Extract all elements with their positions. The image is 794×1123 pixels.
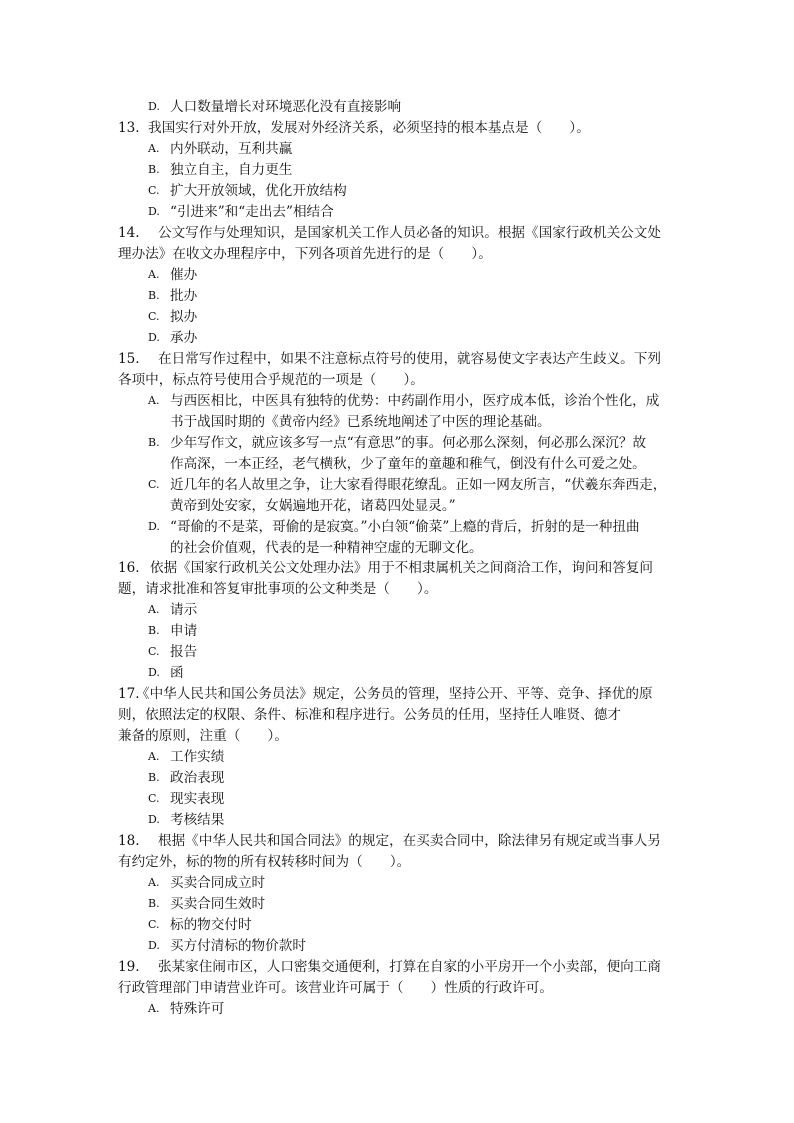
option-label: B.	[148, 289, 160, 302]
option-text: 拟办	[170, 309, 198, 325]
question-text: 兼备的原则，注重（ ）。	[118, 728, 288, 744]
option-label: A.	[148, 268, 160, 281]
option-label: C.	[148, 478, 160, 491]
option-label: A.	[148, 142, 160, 155]
option-label: D.	[148, 939, 160, 952]
option-text: 报告	[170, 644, 198, 660]
option-label: B.	[148, 436, 160, 449]
option-text: 买卖合同生效时	[170, 896, 266, 912]
option-label: A.	[148, 603, 160, 616]
question-number: 19.	[118, 959, 140, 975]
option-label: C.	[148, 645, 160, 658]
question-number: 18.	[118, 833, 140, 849]
option-label: D.	[148, 666, 160, 679]
option-text: 标的物交付时	[170, 917, 252, 933]
question-number: 16.	[118, 560, 140, 576]
option-text: 买方付清标的物价款时	[170, 938, 306, 954]
option-text: 与西医相比，中医具有独特的优势：中药副作用小，医疗成本低，诊治个性化，成	[170, 393, 660, 409]
option-label: A.	[148, 394, 160, 407]
question-text: 各项中，标点符号使用合乎规范的一项是（ ）。	[118, 372, 424, 388]
option-label: C.	[148, 918, 160, 931]
question-text: 根据《中华人民共和国合同法》的规定，在买卖合同中，除法律另有规定或当事人另	[158, 833, 661, 849]
option-text: 人口数量增长对环境恶化没有直接影响	[170, 99, 402, 115]
option-text: 作高深，一本正经，老气横秋，少了童年的童趣和稚气，倒没有什么可爱之处。	[170, 456, 646, 472]
option-label: B.	[148, 163, 160, 176]
option-text: 函	[170, 665, 184, 681]
option-label: C.	[148, 184, 160, 197]
option-text: 书于战国时期的《黄帝内经》已系统地阐述了中医的理论基础。	[170, 414, 551, 430]
option-text: 少年写作文，就应该多写一点“有意思”的事。何必那么深刻，何必那么深沉？故	[170, 435, 647, 451]
option-label: D.	[148, 331, 160, 344]
question-text: 题，请求批准和答复审批事项的公文种类是（ ）。	[118, 581, 438, 597]
option-text: 内外联动，互利共赢	[170, 141, 293, 157]
option-text: 考核结果	[170, 812, 225, 828]
question-number: 13.	[118, 120, 140, 136]
option-label: B.	[148, 897, 160, 910]
option-text: “哥偷的不是菜，哥偷的是寂寞。”小白领“偷菜”上瘾的背后，折射的是一种扭曲	[170, 519, 640, 535]
question-text: 则，依照法定的权限、条件、标准和程序进行。公务员的任用，坚持任人唯贤、德才	[118, 707, 621, 723]
question-number: 15.	[118, 351, 140, 367]
option-text: 批办	[170, 288, 198, 304]
option-label: A.	[148, 876, 160, 889]
option-label: D.	[148, 813, 160, 826]
option-label: A.	[148, 1002, 160, 1015]
option-text: “引进来”和“走出去”相结合	[170, 204, 334, 220]
option-text: 承办	[170, 330, 198, 346]
option-text: 近几年的名人故里之争，让大家看得眼花缭乱。正如一网友所言，“伏羲东奔西走，	[170, 477, 667, 493]
option-label: C.	[148, 792, 160, 805]
option-text: 催办	[170, 267, 198, 283]
question-text: 公文写作与处理知识，是国家机关工作人员必备的知识。根据《国家行政机关公文处	[158, 225, 661, 241]
option-text: 买卖合同成立时	[170, 875, 266, 891]
option-text: 申请	[170, 623, 198, 639]
option-label: A.	[148, 750, 160, 763]
question-text: 《中华人民共和国公务员法》规定，公务员的管理，坚持公开、平等、竞争、择优的原	[136, 686, 653, 702]
question-text: 在日常写作过程中，如果不注意标点符号的使用，就容易使文字表达产生歧义。下列	[158, 351, 661, 367]
question-text: 依据《国家行政机关公文处理办法》用于不相隶属机关之间商洽工作，询问和答复问	[150, 560, 653, 576]
option-text: 扩大开放领域，优化开放结构	[170, 183, 347, 199]
option-label: D.	[148, 205, 160, 218]
option-text: 黄帝到处安家，女娲遍地开花，诸葛四处显灵。”	[170, 498, 456, 514]
question-text: 有约定外，标的物的所有权转移时间为（ ）。	[118, 854, 411, 870]
option-label: B.	[148, 624, 160, 637]
question-text: 理办法》在收文办理程序中，下列各项首先进行的是（ ）。	[118, 246, 492, 262]
question-number: 14.	[118, 225, 140, 241]
option-label: B.	[148, 771, 160, 784]
option-text: 的社会价值观，代表的是一种精神空虚的无聊文化。	[170, 540, 483, 556]
option-text: 现实表现	[170, 791, 225, 807]
option-text: 政治表现	[170, 770, 225, 786]
option-text: 独立自主，自力更生	[170, 162, 293, 178]
option-text: 工作实绩	[170, 749, 225, 765]
question-text: 行政管理部门申请营业许可。该营业许可属于（ ）性质的行政许可。	[118, 980, 553, 996]
option-text: 特殊许可	[170, 1001, 225, 1017]
question-text: 张某家住闹市区，人口密集交通便利，打算在自家的小平房开一个小卖部，便向工商	[158, 959, 661, 975]
question-number: 17.	[118, 686, 140, 702]
option-text: 请示	[170, 602, 198, 618]
option-label: C.	[148, 310, 160, 323]
option-label: D.	[148, 520, 160, 533]
question-text: 我国实行对外开放，发展对外经济关系，必须坚持的根本基点是（ ）。	[148, 120, 590, 136]
option-label: D.	[148, 100, 160, 113]
